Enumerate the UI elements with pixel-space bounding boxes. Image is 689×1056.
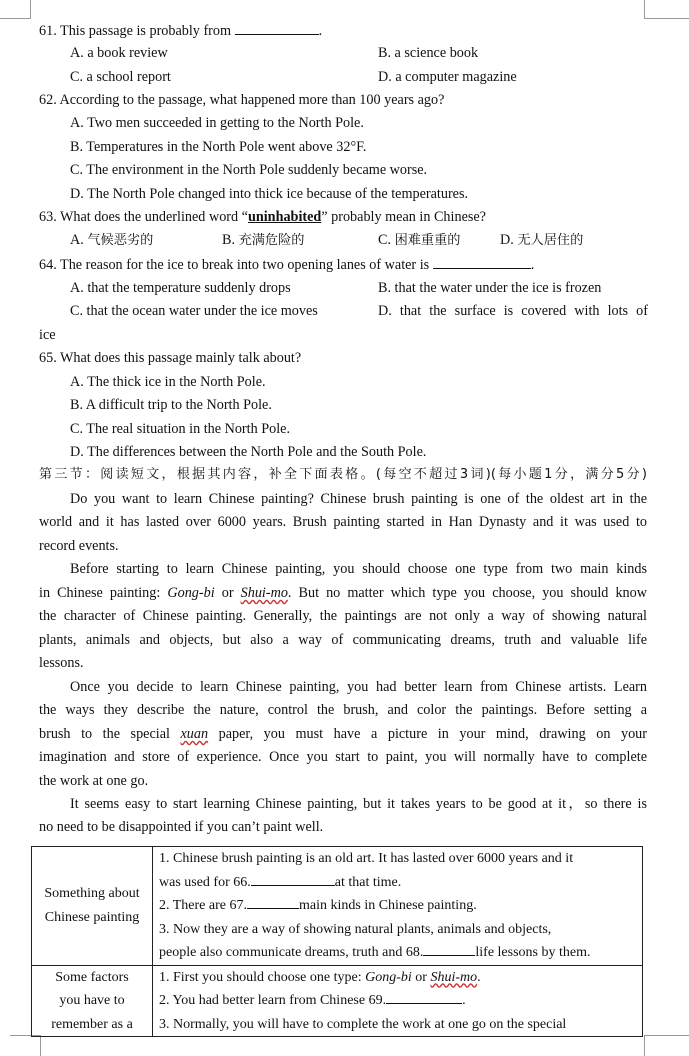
answer-blank <box>433 255 531 269</box>
term-xuan: xuan <box>180 726 209 742</box>
option-letter: C. <box>378 232 392 248</box>
header-line: remember as a <box>51 1016 133 1032</box>
text-run: life lessons by them. <box>475 945 591 960</box>
question-63 <box>39 208 486 226</box>
question-64-stem: 64. The reason for the ice to break into two opening lanes of water is <box>39 257 430 273</box>
text-run: 1. First you should choose one type: <box>159 969 366 985</box>
option-text: 气候恶劣的 <box>87 233 154 248</box>
answer-blank <box>235 21 319 35</box>
table-row <box>32 847 643 966</box>
passage-p2-line1: Before starting to learn Chinese painting, you should choose one type from two main kinds <box>70 561 647 577</box>
header-line: you have to <box>59 993 125 1008</box>
crop-mark-bottom-left <box>10 1035 41 1056</box>
option-letter: A. <box>70 232 84 248</box>
answer-blank-69 <box>386 990 462 1004</box>
header-line: Some factors <box>55 969 129 985</box>
crop-mark-bottom-right <box>644 1035 689 1056</box>
row-2-content <box>153 965 643 1037</box>
option-65-c: C. The real situation in the North Pole. <box>70 421 291 437</box>
text-run: 2. There are 67. <box>159 898 247 913</box>
option-61-c: C. a school report <box>70 69 171 85</box>
text-run: main kinds in Chinese painting. <box>298 898 477 913</box>
text-run: or <box>411 969 431 985</box>
text-run: . But no matter which type you choose, you should know <box>287 585 647 601</box>
header-line: Something about <box>44 886 140 902</box>
option-62-a: A. Two men succeeded in getting to the North Pole. <box>70 115 364 131</box>
option-61-a: A. a book review <box>70 45 168 61</box>
question-65-stem: 65. What does this passage mainly talk about? <box>39 350 302 366</box>
cell-line <box>159 894 642 918</box>
passage-p3-line1: Once you decide to learn Chinese painting, you had better learn from Chinese artists. Learn <box>70 679 647 695</box>
option-64-a: A. that the temperature suddenly drops <box>70 280 291 296</box>
text-run: at that time. <box>334 874 402 890</box>
text-run: . <box>477 969 481 985</box>
question-64-end: . <box>530 257 535 273</box>
option-63-a <box>70 231 153 250</box>
text-run: people also communicate dreams, truth and 68. <box>159 945 424 960</box>
option-64-c: C. that the ocean water under the ice moves <box>70 303 318 319</box>
option-63-c <box>378 231 461 250</box>
term-shui-mo: Shui-mo <box>430 969 478 985</box>
cell-line <box>159 966 642 990</box>
question-61-end: . <box>318 23 323 39</box>
passage-p2-line4: plants, animals and objects, but also a way of communicating dreams, truth and valuable life <box>39 632 647 648</box>
option-64-d: D. that the surface is covered with lots of <box>378 303 648 319</box>
header-line: Chinese painting <box>44 909 140 925</box>
passage-p2-line5: lessons. <box>39 655 84 671</box>
passage-p3-line5: the work at one go. <box>39 773 149 789</box>
option-62-b: B. Temperatures in the North Pole went above 32°F. <box>70 139 367 155</box>
section-3-heading: 第三节：阅读短文，根据其内容，补全下面表格。(每空不超过3词)(每小题1分，满分5分) <box>39 467 647 482</box>
cell-line <box>159 989 642 1013</box>
text-run: or <box>214 585 241 601</box>
passage-p2-line3: the character of Chinese painting. Generally, the paintings are not only a way of showing natural <box>39 608 647 624</box>
option-64-b: B. that the water under the ice is frozen <box>378 280 602 296</box>
option-letter: B. <box>222 232 236 248</box>
question-61-stem: 61. This passage is probably from <box>39 23 232 39</box>
cell-line <box>159 871 642 895</box>
question-63-stem-end: ” probably mean in Chinese? <box>321 209 486 225</box>
option-65-a: A. The thick ice in the North Pole. <box>70 374 266 390</box>
question-62-stem: 62. According to the passage, what happened more than 100 years ago? <box>39 92 445 108</box>
cell-line <box>159 941 642 965</box>
question-64 <box>39 255 534 274</box>
passage-p1-line2: world and it has lasted over 6000 years. Brush painting started in Han Dynasty and it was used to <box>39 514 647 530</box>
cell-line: 1. Chinese brush painting is an old art. It has lasted over 6000 years and it <box>159 851 574 866</box>
question-61 <box>39 21 322 40</box>
option-65-d: D. The differences between the North Pole and the South Pole. <box>70 444 427 460</box>
passage-p2-line2 <box>39 584 647 602</box>
term-gong-bi: Gong-bi <box>365 969 412 985</box>
passage-p1-line3: record events. <box>39 538 119 554</box>
passage-p1-line1: Do you want to learn Chinese painting? Chinese brush painting is one of the oldest art in the <box>70 491 647 507</box>
cell-line: 3. Normally, you will have to complete the work at one go on the special <box>159 1016 567 1032</box>
text-run: 2. You had better learn from Chinese 69. <box>159 993 387 1008</box>
answer-blank-66 <box>251 872 335 886</box>
question-63-stem-start: 63. What does the underlined word “ <box>39 209 248 225</box>
passage-p4-line2: no need to be disappointed if you can’t paint well. <box>39 819 324 835</box>
option-64-d-continued: ice <box>39 327 56 343</box>
answer-blank-68 <box>423 942 475 956</box>
option-62-c: C. The environment in the North Pole suddenly became worse. <box>70 162 428 178</box>
option-text: 困难重重的 <box>394 233 461 248</box>
underlined-word: uninhabited <box>247 209 322 225</box>
table-row <box>32 965 643 1037</box>
option-61-d: D. a computer magazine <box>378 69 517 85</box>
text-run: in Chinese painting: <box>39 585 168 601</box>
passage-p3-line4: imagination and store of experience. Once you start to paint, you will normally have to complete <box>39 749 647 765</box>
text-run: . <box>462 993 466 1008</box>
text-run: brush to the special <box>39 726 181 742</box>
crop-mark-top-right <box>644 0 689 19</box>
answer-blank-67 <box>247 895 299 909</box>
option-letter: D. <box>500 232 514 248</box>
term-gong-bi: Gong-bi <box>167 585 215 601</box>
text-run: paper, you must have a picture in your mind, drawing on your <box>208 726 647 742</box>
option-text: 充满危险的 <box>238 233 305 248</box>
row-2-header <box>32 965 153 1037</box>
row-1-header <box>32 847 153 966</box>
summary-table <box>31 846 643 1037</box>
cell-line: 3. Now they are a way of showing natural plants, animals and objects, <box>159 921 552 937</box>
passage-p3-line3 <box>39 725 647 743</box>
option-62-d: D. The North Pole changed into thick ice because of the temperatures. <box>70 186 469 202</box>
passage-p3-line2: the ways they describe the nature, control the brush, and color the paintings. Before setting a <box>39 702 647 718</box>
text-run: was used for 66. <box>159 874 251 890</box>
option-65-b: B. A difficult trip to the North Pole. <box>70 397 272 413</box>
option-text: 无人居住的 <box>517 233 584 248</box>
crop-mark-top-left <box>0 0 31 19</box>
passage-p4-line1: It seems easy to start learning Chinese painting, but it takes years to be good at it，so there is <box>70 796 647 812</box>
row-1-content <box>153 847 643 966</box>
option-63-b <box>222 231 305 250</box>
option-61-b: B. a science book <box>378 45 479 61</box>
term-shui-mo: Shui-mo <box>240 585 288 601</box>
option-63-d <box>500 231 583 250</box>
